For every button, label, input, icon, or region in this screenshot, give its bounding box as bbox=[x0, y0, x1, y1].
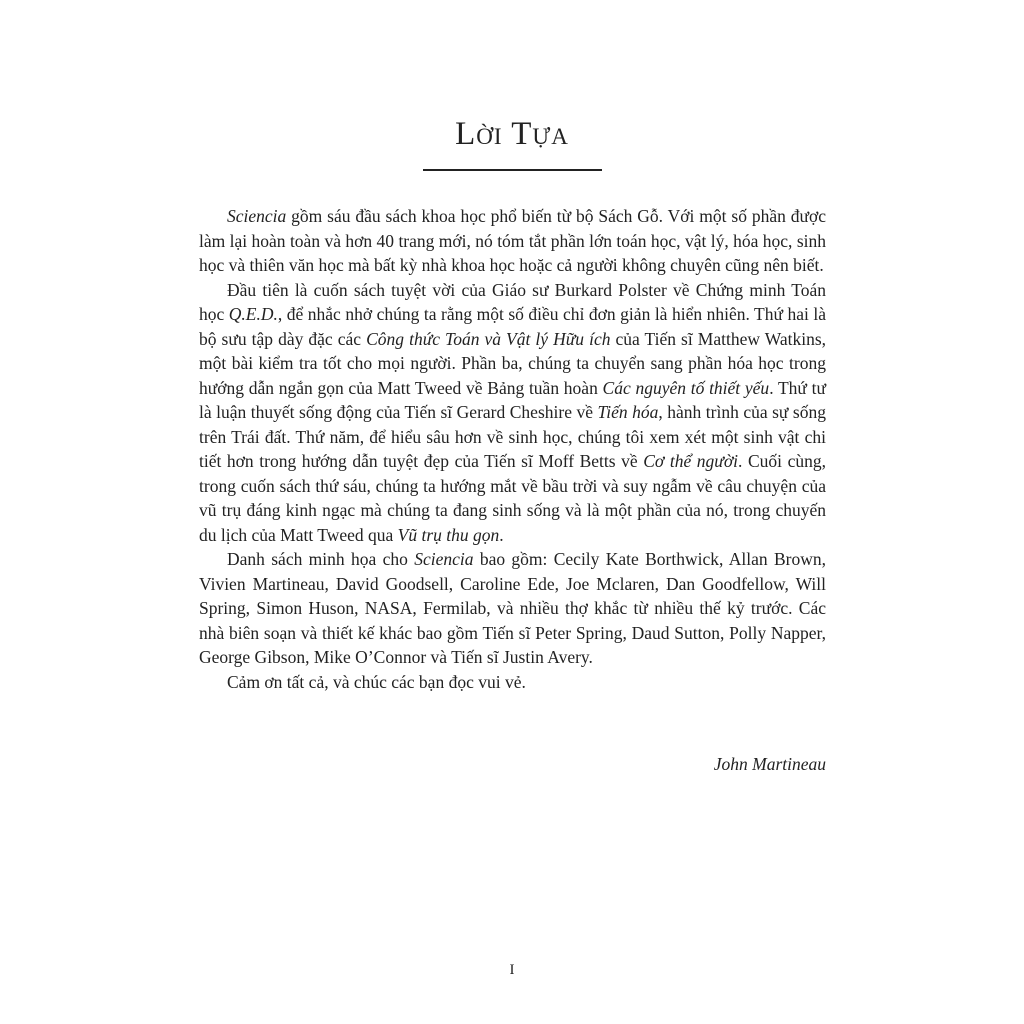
italic-title-run: Tiến hóa bbox=[597, 402, 659, 422]
italic-title-run: Sciencia bbox=[227, 206, 287, 226]
author-signature: John Martineau bbox=[713, 754, 826, 774]
text-run: Cảm ơn tất cả, và chúc các bạn đọc vui vẻ. bbox=[227, 671, 526, 692]
paragraph-2 bbox=[199, 278, 826, 548]
text-run: . bbox=[499, 524, 504, 545]
text-run: Danh sách minh họa cho bbox=[227, 549, 415, 569]
italic-title-run: Các nguyên tố thiết yếu bbox=[602, 377, 770, 398]
text-run: gồm sáu đầu sách khoa học phổ biến từ bộ Sách Gỗ. Với một số phần được làm lại hoàn toàn và hơn 40 trang mới, nó tóm tắt phần lớn toán học, vật lý, hóa học, sinh học và thiên văn học mà bất kỳ nhà khoa học hoặc cả người không chuyên cũng nên biết. bbox=[199, 206, 826, 275]
text-run: , để nhắc nhở chúng ta rằng một số điều chỉ đơn giản là hiển nhiên. Thứ hai là bộ sưu tập dày đặc các bbox=[199, 304, 826, 349]
text-run: Đầu tiên là cuốn sách tuyệt vời của Giáo sư Burkard Polster về Chứng minh Toán học bbox=[199, 279, 826, 324]
text-run: . Thứ tư là luận thuyết sống động của Tiến sĩ Gerard Cheshire về bbox=[199, 377, 826, 422]
italic-title-run: Công thức Toán và Vật lý Hữu ích bbox=[366, 328, 611, 349]
italic-title-run: Cơ thể người bbox=[643, 451, 739, 471]
text-run: của Tiến sĩ Matthew Watkins, một bài kiểm tra tốt cho mọi người. Phần ba, chúng ta chuyển sang phần hóa học trong hướng dẫn ngắn gọn của Matt Tweed về Bảng tuần hoàn bbox=[199, 328, 827, 398]
paragraph-1 bbox=[199, 204, 826, 278]
italic-title-run: Vũ trụ thu gọn bbox=[397, 524, 500, 545]
text-run: , hành trình của sự sống trên Trái đất. Thứ năm, để hiểu sâu hơn về sinh học, chúng tôi xem xét một sinh vật chi tiết hơn trong hướng dẫn tuyệt đẹp của Tiến sĩ Moff Betts về bbox=[199, 402, 826, 471]
paragraph-3 bbox=[199, 547, 826, 670]
page-title: Lời Tựa bbox=[455, 116, 569, 152]
text-run: . Cuối cùng, trong cuốn sách thứ sáu, chúng ta hướng mắt về bầu trời và suy ngẫm về câu chuyện của vũ trụ đáng kinh ngạc mà chúng ta đang sinh sống và là một phần của nó, trong chuyến du lịch của Matt Tweed qua bbox=[199, 451, 826, 545]
preface-body bbox=[199, 204, 826, 694]
page-number: I bbox=[509, 962, 515, 978]
paragraph-4 bbox=[199, 670, 826, 695]
italic-title-run: Sciencia bbox=[414, 549, 474, 569]
text-run: bao gồm: Cecily Kate Borthwick, Allan Brown, Vivien Martineau, David Goodsell, Caroline Ede, Joe Mclaren, Dan Goodfellow, Will Spring, Simon Huson, NASA, Fermilab, và nhiều thợ khắc từ nhiều thế kỷ trước. Các nhà biên soạn và thiết kế khác bao gồm Tiến sĩ Peter Spring, Daud Sutton, Polly Napper, George Gibson, Mike O’Connor và Tiến sĩ Justin Avery. bbox=[199, 549, 826, 667]
italic-title-run: Q.E.D. bbox=[228, 304, 278, 324]
title-underline bbox=[423, 169, 602, 171]
